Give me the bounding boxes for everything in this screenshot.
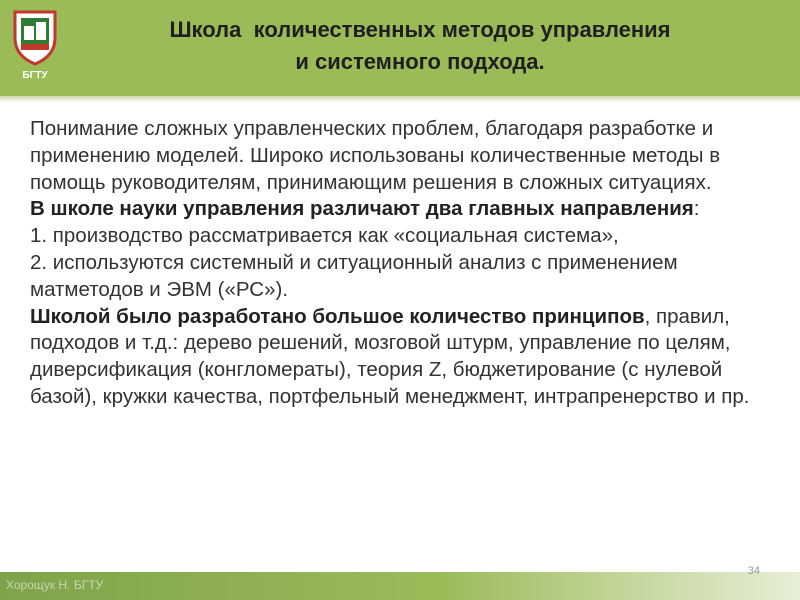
- logo-caption: БГТУ: [22, 70, 48, 81]
- slide-body: [30, 116, 790, 411]
- footer-author: Хорощук Н. БГТУ: [6, 578, 104, 592]
- directions-heading: [30, 196, 790, 223]
- direction-item-1: 1. производство рассматривается как «социальная система»,: [30, 224, 619, 248]
- principles-bold: Школой было разработано большое количество принципов: [30, 304, 645, 328]
- header-shadow: [0, 96, 800, 102]
- principles-paragraph: [30, 304, 790, 411]
- directions-heading-tail: :: [693, 197, 700, 221]
- intro-paragraph: Понимание сложных управленческих проблем, благодаря разработке и применению моделей. Широко использованы количественные методы в помощь руководителям, принимающим решения в сложных ситуациях.: [30, 117, 721, 194]
- direction-item-2: 2. используются системный и ситуационный анализ с применением матметодов и ЭВМ («РС»).: [30, 250, 678, 301]
- slide-footer: [0, 572, 800, 600]
- page-number: 34: [747, 565, 760, 577]
- title-line-1: Школа количественных методов управления: [169, 17, 671, 42]
- directions-heading-bold: В школе науки управления различают два главных направления: [30, 197, 694, 221]
- title-line-2: и системного подхода.: [295, 49, 545, 74]
- slide-header: [0, 0, 800, 96]
- slide-title: [80, 14, 760, 78]
- university-crest-logo: [10, 8, 60, 88]
- principles-tail: , правил, подходов и т.д.: дерево решений, мозговой штурм, управление по целям, диверсификация (конгломераты), теория Z, бюджетирование (с нулевой базой), кружки качества, портфельный менеджмент, интрапренерство и пр.: [30, 304, 750, 408]
- crest-icon: [10, 8, 60, 68]
